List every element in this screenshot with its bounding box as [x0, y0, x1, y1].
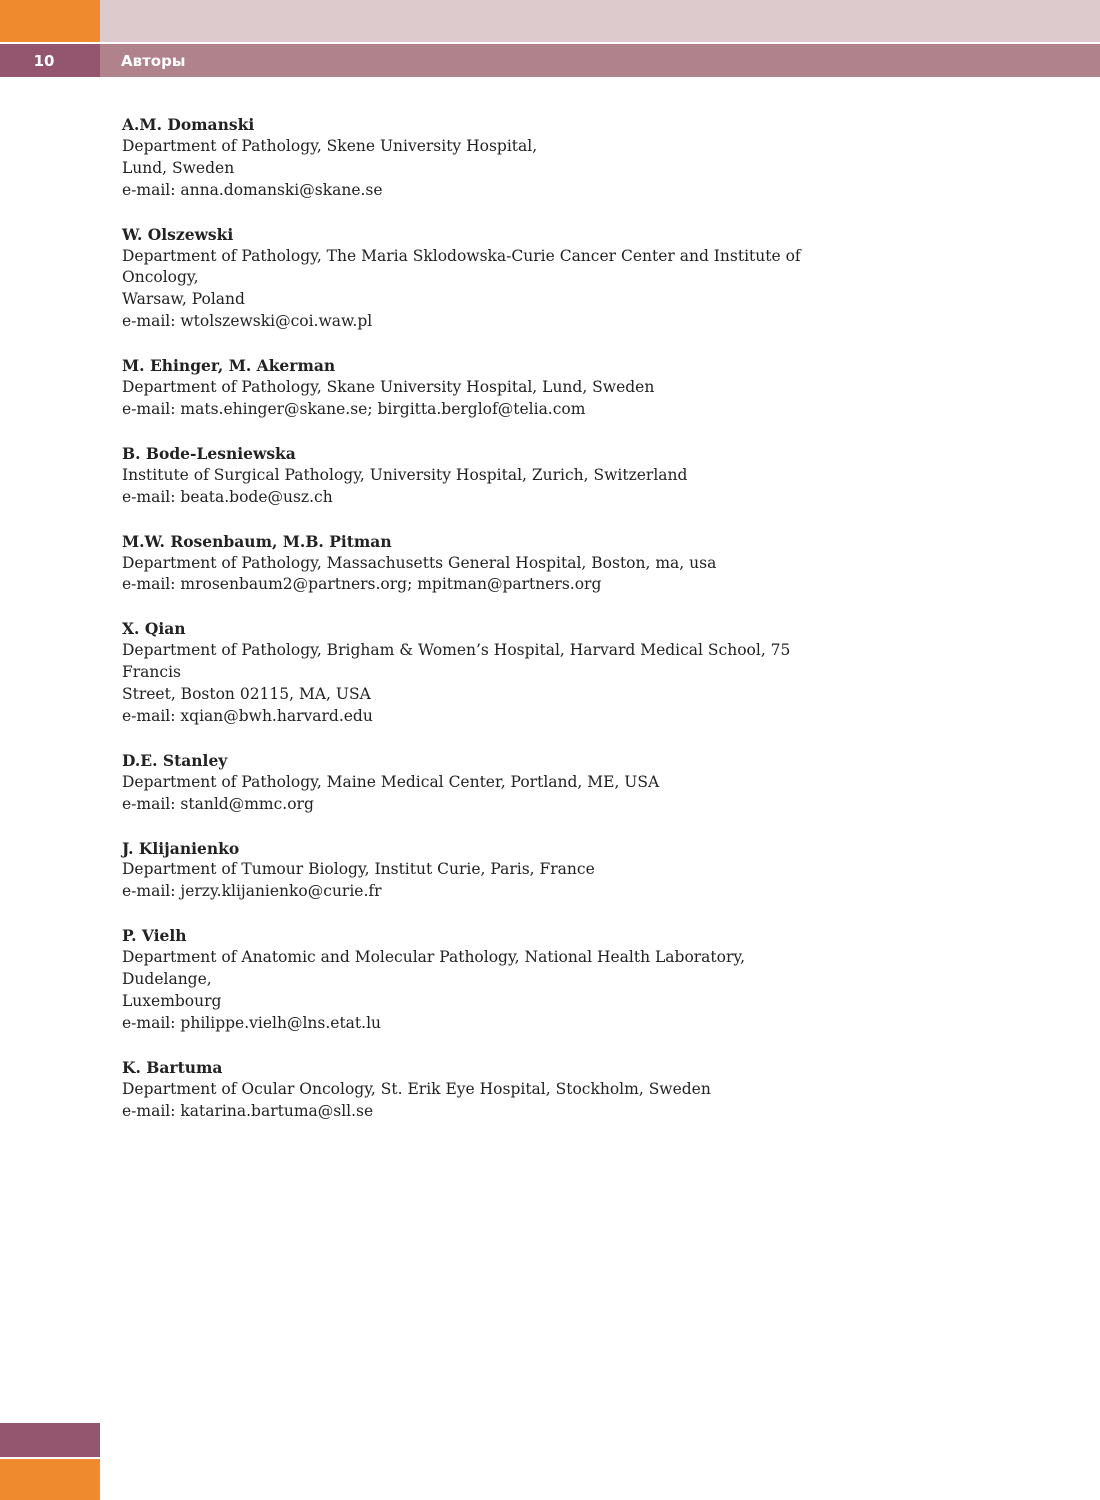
header-accent-orange [0, 0, 100, 42]
author-entry [122, 531, 822, 597]
author-affiliation: Department of Anatomic and Molecular Pathology, National Health Laboratory, Dudelange, [122, 948, 746, 989]
author-affiliation: Department of Pathology, The Maria Sklodowska-Curie Cancer Center and Institute of Oncology, [122, 246, 801, 287]
author-email: e-mail: xqian@bwh.harvard.edu [122, 706, 373, 725]
author-entry [122, 925, 822, 1035]
author-entry [122, 114, 822, 202]
section-header-bar [100, 44, 1100, 77]
author-email: e-mail: wtolszewski@coi.waw.pl [122, 312, 373, 331]
author-entry [122, 1057, 822, 1123]
author-name: W. Olszewski [122, 224, 234, 244]
author-affiliation: Street, Boston 02115, MA, USA [122, 685, 371, 704]
author-name: A.M. Domanski [122, 115, 255, 134]
page-number-box [0, 44, 100, 77]
authors-list [122, 114, 822, 1145]
author-affiliation: Luxembourg [122, 992, 222, 1010]
author-name: B. Bode-Lesniewska [122, 443, 296, 463]
author-affiliation: Department of Ocular Oncology, St. Erik Eye Hospital, Stockholm, Sweden [122, 1079, 711, 1098]
author-email: e-mail: mrosenbaum2@partners.org; mpitman@partners.org [122, 575, 602, 594]
page-number: 10 [33, 51, 55, 70]
author-name: P. Vielh [122, 926, 187, 946]
footer-accent-orange [0, 1459, 100, 1500]
author-name: X. Qian [122, 619, 186, 639]
author-entry [122, 618, 822, 728]
author-email: e-mail: beata.bode@usz.ch [122, 487, 333, 506]
author-name: D.E. Stanley [122, 750, 228, 770]
author-name: M.W. Rosenbaum, M.B. Pitman [122, 531, 392, 551]
author-affiliation: Warsaw, Poland [122, 290, 245, 309]
author-email: e-mail: katarina.bartuma@sll.se [122, 1101, 374, 1120]
author-affiliation: Lund, Sweden [122, 158, 235, 177]
author-affiliation: Institute of Surgical Pathology, University Hospital, Zurich, Switzerland [122, 465, 688, 484]
author-affiliation: Department of Pathology, Skene University Hospital, [122, 136, 538, 155]
author-entry [122, 838, 822, 904]
author-affiliation: Department of Pathology, Brigham & Women’s Hospital, Harvard Medical School, 75 Francis [122, 641, 791, 682]
author-name: J. Klijanienko [122, 838, 240, 858]
section-title: Авторы [121, 51, 186, 70]
author-name: M. Ehinger, M. Akerman [122, 356, 336, 376]
author-affiliation: Department of Pathology, Massachusetts General Hospital, Boston, ma, usa [122, 553, 717, 572]
author-entry [122, 224, 822, 334]
author-entry [122, 443, 822, 509]
author-email: e-mail: mats.ehinger@skane.se; birgitta.berglof@telia.com [122, 399, 586, 418]
author-email: e-mail: stanld@mmc.org [122, 794, 314, 813]
author-name: K. Bartuma [122, 1057, 223, 1077]
author-affiliation: Department of Pathology, Maine Medical Center, Portland, ME, USA [122, 772, 660, 791]
author-email: e-mail: anna.domanski@skane.se [122, 180, 383, 199]
header-accent-band [100, 0, 1100, 42]
author-affiliation: Department of Tumour Biology, Institut Curie, Paris, France [122, 860, 595, 879]
author-entry [122, 355, 822, 421]
author-entry [122, 750, 822, 816]
author-email: e-mail: philippe.vielh@lns.etat.lu [122, 1013, 382, 1032]
author-email: e-mail: jerzy.klijanienko@curie.fr [122, 882, 382, 901]
footer-accent-mauve [0, 1423, 100, 1457]
author-affiliation: Department of Pathology, Skane University Hospital, Lund, Sweden [122, 378, 655, 397]
